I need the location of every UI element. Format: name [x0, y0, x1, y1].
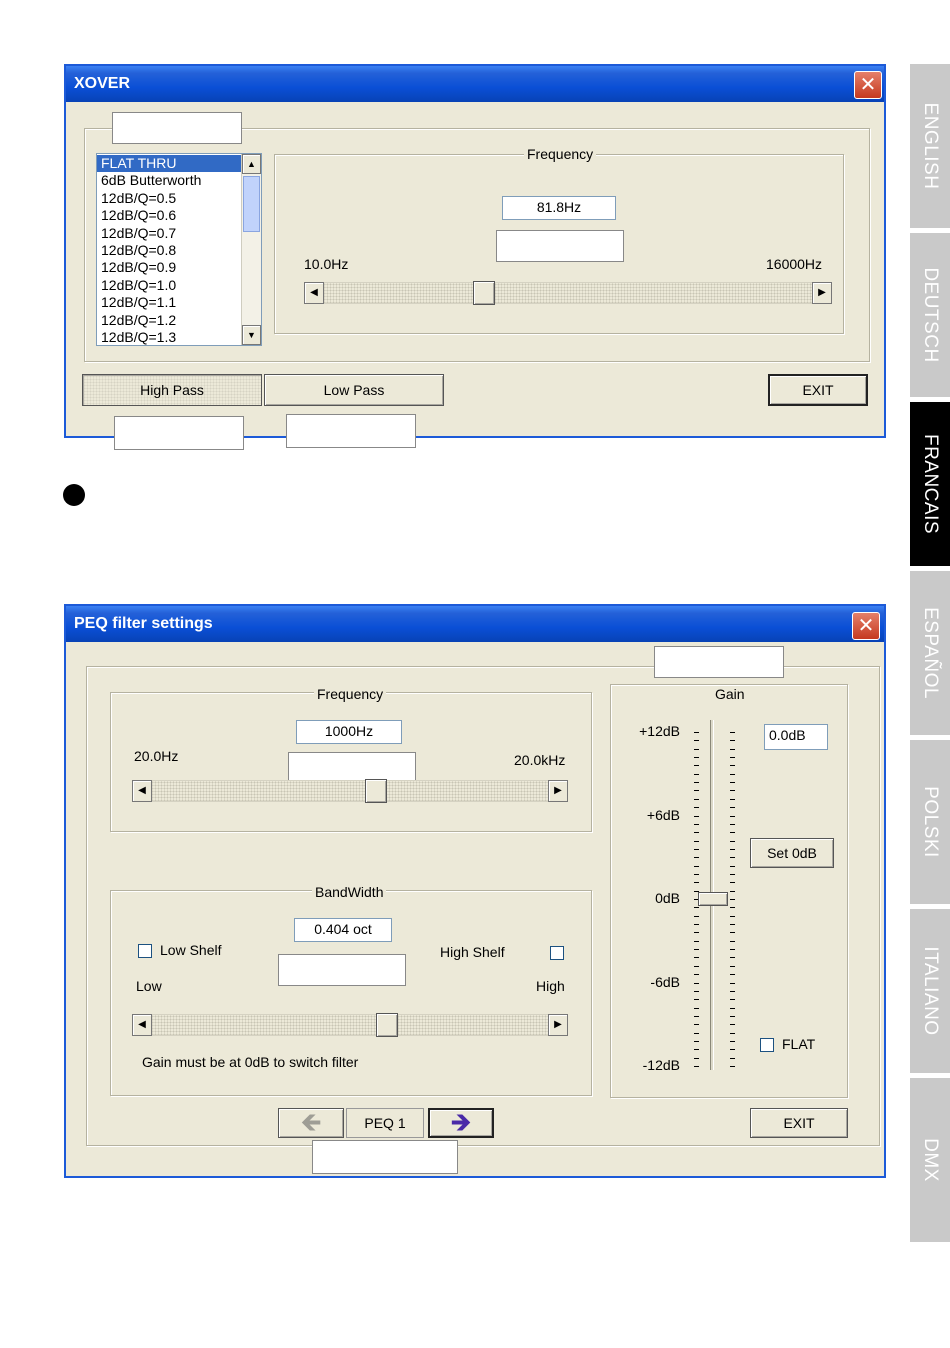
- peq-close-button[interactable]: ✕: [852, 612, 880, 640]
- gain-tick-mark: [730, 957, 735, 958]
- gain-tick-mark: [694, 941, 699, 942]
- gain-tick-mark: [730, 983, 735, 984]
- low-shelf-checkbox[interactable]: [138, 944, 152, 958]
- xover-freq-min-label: 10.0Hz: [304, 256, 349, 272]
- gain-tick-mark: [730, 932, 735, 933]
- peq-frequency-slider[interactable]: [132, 780, 568, 804]
- filter-list-item[interactable]: 12dB/Q=1.1: [101, 294, 177, 311]
- xover-title: XOVER: [74, 75, 131, 92]
- language-tab-label: POLSKI: [920, 786, 941, 858]
- gain-tick-mark: [694, 983, 699, 984]
- gain-tick-mark: [730, 799, 735, 800]
- peq-frequency-label: Frequency: [314, 686, 386, 702]
- gain-tick-mark: [730, 1049, 735, 1050]
- gain-tick-mark: [730, 1033, 735, 1034]
- scroll-thumb[interactable]: [243, 176, 260, 232]
- gain-tick-mark: [694, 782, 699, 783]
- peq-freq-slider-thumb[interactable]: [365, 779, 387, 803]
- gain-tick-mark: [694, 841, 699, 842]
- language-tab-francais[interactable]: [910, 402, 950, 566]
- filter-list-item[interactable]: FLAT THRU: [97, 155, 241, 172]
- language-tab-dmx[interactable]: [910, 1078, 950, 1242]
- peq-bw-slider-track: [132, 1014, 568, 1036]
- language-tab-label: FRANCAIS: [920, 433, 941, 535]
- gain-tick-mark: [730, 757, 735, 758]
- slider-right-arrow-icon[interactable]: ▶: [812, 282, 832, 304]
- set-0db-button[interactable]: Set 0dB: [750, 838, 834, 868]
- gain-tick-mark: [730, 882, 735, 883]
- gain-tick-mark: [730, 774, 735, 775]
- gain-tick-mark: [694, 866, 699, 867]
- gain-tick-mark: [730, 966, 735, 967]
- gain-tick-mark: [694, 932, 699, 933]
- peq-nav-callout: [312, 1140, 458, 1174]
- gain-tick-mark: [730, 782, 735, 783]
- low-shelf-label: Low Shelf: [160, 942, 222, 958]
- next-peq-button[interactable]: [428, 1108, 494, 1138]
- gain-tick-mark: [694, 774, 699, 775]
- xover-titlebar: [66, 66, 884, 102]
- gain-tick-mark: [694, 807, 699, 808]
- xover-window: [64, 64, 886, 438]
- peq-exit-button[interactable]: EXIT: [750, 1108, 848, 1138]
- gain-tick-mark: [694, 1058, 699, 1059]
- gain-tick-mark: [694, 1049, 699, 1050]
- high-shelf-label: High Shelf: [440, 944, 505, 960]
- xover-close-button[interactable]: ✕: [854, 71, 882, 99]
- gain-tick-mark: [730, 832, 735, 833]
- peq-window: [64, 604, 886, 1178]
- gain-tick-mark: [730, 841, 735, 842]
- gain-slider-thumb[interactable]: [698, 892, 728, 906]
- gain-tick-mark: [730, 999, 735, 1000]
- filter-list-items: [97, 155, 241, 346]
- language-tab-italiano[interactable]: [910, 909, 950, 1073]
- peq-title: PEQ filter settings: [74, 615, 213, 632]
- gain-tick-mark: [730, 1008, 735, 1009]
- filter-list-item[interactable]: 12dB/Q=0.9: [101, 259, 177, 276]
- filter-list-item[interactable]: 12dB/Q=0.6: [101, 207, 177, 224]
- gain-tick-mark: [730, 1016, 735, 1017]
- gain-tick-mark: [730, 807, 735, 808]
- prev-peq-button[interactable]: [278, 1108, 344, 1138]
- peq-titlebar: [66, 606, 884, 642]
- xover-frequency-callout: [496, 230, 624, 262]
- slider-left-arrow-icon[interactable]: ◀: [132, 1014, 152, 1036]
- gain-tick-mark: [730, 1058, 735, 1059]
- gain-tick-mark: [730, 949, 735, 950]
- scroll-up-icon[interactable]: ▲: [242, 154, 261, 174]
- gain-tick-mark: [730, 991, 735, 992]
- flat-checkbox[interactable]: [760, 1038, 774, 1052]
- language-tab-deutsch[interactable]: [910, 233, 950, 397]
- scroll-down-icon[interactable]: ▼: [242, 325, 261, 345]
- filter-list-item[interactable]: 12dB/Q=1.0: [101, 276, 177, 293]
- gain-tick-mark: [730, 924, 735, 925]
- language-tab-label: DMX: [920, 1138, 941, 1182]
- gain-tick-label: 0dB: [655, 890, 680, 906]
- gain-tick-mark: [694, 857, 699, 858]
- gain-tick-mark: [694, 832, 699, 833]
- gain-tick-mark: [694, 999, 699, 1000]
- gain-tick-mark: [730, 857, 735, 858]
- gain-tick-mark: [694, 957, 699, 958]
- right-arrow-icon: 🡺: [450, 1107, 472, 1137]
- bw-low-label: Low: [136, 978, 162, 994]
- gain-tick-label: -12dB: [642, 1057, 680, 1073]
- high-shelf-checkbox[interactable]: [550, 946, 564, 960]
- xover-frequency-label: Frequency: [524, 146, 596, 162]
- filter-type-list[interactable]: [96, 153, 262, 346]
- bullet-dot: [63, 484, 85, 506]
- high-pass-button[interactable]: High Pass: [82, 374, 262, 406]
- gain-tick-mark: [730, 1041, 735, 1042]
- peq-freq-slider-track: [132, 780, 568, 802]
- language-tab-english[interactable]: [910, 64, 950, 228]
- xover-frequency-slider[interactable]: [304, 282, 832, 306]
- gain-tick-mark: [694, 740, 699, 741]
- slider-right-arrow-icon[interactable]: ▶: [548, 1014, 568, 1036]
- filter-list-item[interactable]: 12dB/Q=0.8: [101, 241, 177, 258]
- peq-freq-max-label: 20.0kHz: [514, 752, 566, 768]
- high-pass-callout: [114, 416, 244, 450]
- bw-high-label: High: [536, 978, 565, 994]
- language-tab-español[interactable]: [910, 571, 950, 735]
- peq-bandwidth-field[interactable]: 0.404 oct: [294, 918, 392, 942]
- peq-bandwidth-slider[interactable]: [132, 1014, 568, 1038]
- gain-tick-mark: [694, 749, 699, 750]
- peq-number-display: [346, 1108, 424, 1138]
- gain-tick-mark: [694, 790, 699, 791]
- peq-frequency-field[interactable]: 1000Hz: [296, 720, 402, 744]
- filter-list-item[interactable]: 12dB/Q=0.7: [101, 224, 177, 241]
- filter-list-item[interactable]: 12dB/Q=0.5: [101, 189, 177, 206]
- filter-list-item[interactable]: 12dB/Q=1.3: [101, 328, 177, 345]
- language-tab-label: ESPAÑOL: [920, 607, 941, 699]
- gain-tick-mark: [730, 907, 735, 908]
- gain-tick-label: -6dB: [650, 973, 680, 990]
- gain-tick-mark: [694, 974, 699, 975]
- gain-tick-mark: [694, 765, 699, 766]
- xover-slider-track: [304, 282, 832, 304]
- xover-exit-button[interactable]: EXIT: [768, 374, 868, 406]
- gain-tick-mark: [730, 740, 735, 741]
- gain-tick-mark: [694, 949, 699, 950]
- peq-bw-slider-thumb[interactable]: [376, 1013, 398, 1037]
- language-tab-label: DEUTSCH: [920, 267, 941, 363]
- gain-tick-mark: [730, 749, 735, 750]
- peq-gain-label: Gain: [712, 686, 748, 702]
- language-tab-label: ITALIANO: [920, 946, 941, 1036]
- slider-left-arrow-icon[interactable]: ◀: [132, 780, 152, 802]
- peq-number-label: PEQ 1: [364, 1115, 406, 1131]
- gain-tick-mark: [694, 1016, 699, 1017]
- gain-tick-mark: [730, 824, 735, 825]
- gain-tick-mark: [730, 816, 735, 817]
- gain-tick-mark: [694, 874, 699, 875]
- gain-tick-mark: [730, 941, 735, 942]
- language-tab-label: ENGLISH: [920, 102, 941, 190]
- slider-right-arrow-icon[interactable]: ▶: [548, 780, 568, 802]
- gain-tick-mark: [730, 916, 735, 917]
- gain-field[interactable]: 0.0dB: [764, 724, 828, 750]
- peq-bandwidth-label: BandWidth: [312, 884, 386, 900]
- gain-tick-mark: [694, 907, 699, 908]
- gain-tick-mark: [694, 966, 699, 967]
- gain-tick-mark: [694, 732, 699, 733]
- slider-left-arrow-icon[interactable]: ◀: [304, 282, 324, 304]
- gain-tick-mark: [730, 899, 735, 900]
- gain-tick-mark: [730, 866, 735, 867]
- gain-tick-mark: [730, 790, 735, 791]
- gain-tick-mark: [730, 974, 735, 975]
- gain-tick-mark: [730, 874, 735, 875]
- gain-tick-mark: [694, 824, 699, 825]
- gain-tick-mark: [694, 1066, 699, 1067]
- left-arrow-icon: 🡸: [300, 1107, 322, 1137]
- gain-switch-note: Gain must be at 0dB to switch filter: [142, 1054, 359, 1070]
- peq-gain-callout-top: [654, 646, 784, 678]
- gain-tick-mark: [730, 1024, 735, 1025]
- gain-tick-mark: [694, 1008, 699, 1009]
- low-pass-callout: [286, 414, 416, 448]
- filter-list-item[interactable]: 6dB Butterworth: [101, 172, 202, 189]
- gain-tick-mark: [694, 991, 699, 992]
- gain-tick-mark: [730, 1066, 735, 1067]
- gain-tick-mark: [694, 1041, 699, 1042]
- gain-tick-mark: [694, 882, 699, 883]
- gain-tick-mark: [694, 1033, 699, 1034]
- gain-tick-mark: [694, 849, 699, 850]
- peq-bandwidth-callout: [278, 954, 406, 986]
- gain-tick-label: +12dB: [639, 723, 680, 739]
- gain-tick-mark: [730, 849, 735, 850]
- gain-tick-label: +6dB: [646, 806, 680, 823]
- low-pass-button[interactable]: Low Pass: [264, 374, 444, 406]
- gain-tick-mark: [730, 891, 735, 892]
- gain-tick-mark: [694, 1024, 699, 1025]
- xover-slider-thumb[interactable]: [473, 281, 495, 305]
- peq-freq-min-label: 20.0Hz: [134, 748, 179, 764]
- gain-tick-mark: [694, 816, 699, 817]
- language-tab-polski[interactable]: [910, 740, 950, 904]
- gain-tick-mark: [694, 924, 699, 925]
- xover-callout-box: [112, 112, 242, 144]
- xover-freq-max-label: 16000Hz: [766, 256, 823, 272]
- gain-tick-mark: [730, 765, 735, 766]
- flat-label: FLAT: [782, 1036, 816, 1052]
- filter-list-scrollbar[interactable]: [241, 154, 261, 345]
- xover-frequency-field[interactable]: 81.8Hz: [502, 196, 616, 220]
- gain-tick-mark: [694, 916, 699, 917]
- gain-tick-mark: [730, 732, 735, 733]
- gain-tick-mark: [694, 757, 699, 758]
- gain-tick-mark: [694, 799, 699, 800]
- filter-list-item[interactable]: 12dB/Q=1.2: [101, 311, 177, 328]
